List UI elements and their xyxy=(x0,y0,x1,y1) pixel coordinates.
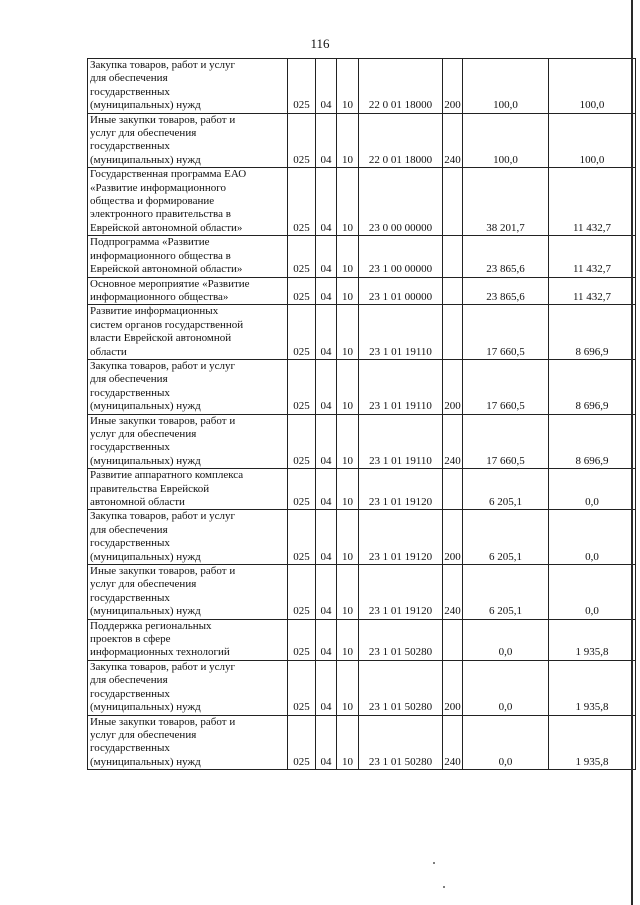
amount-second-cell: 0,0 xyxy=(549,565,636,620)
row-name-text: Закупка товаров, работ и услуг для обеспечения государственных (муниципальных) нужд xyxy=(90,59,235,112)
amount-second-cell: 0,0 xyxy=(549,469,636,510)
table-row xyxy=(88,469,636,510)
expense-type-code-cell: 200 xyxy=(443,660,463,715)
ministry-code-cell: 025 xyxy=(288,168,316,236)
target-article-code-cell: 23 1 01 50280 xyxy=(359,619,443,660)
amount-second-cell: 100,0 xyxy=(549,113,636,168)
amount-first-cell: 17 660,5 xyxy=(463,359,549,414)
amount-second-cell: 11 432,7 xyxy=(549,236,636,277)
subsection-code-cell: 10 xyxy=(337,236,359,277)
table-row xyxy=(88,236,636,277)
table-body xyxy=(88,59,636,770)
expense-type-code-cell xyxy=(443,619,463,660)
row-name-text: Иные закупки товаров, работ и услуг для обеспечения государственных (муниципальных) нужд xyxy=(90,113,236,166)
scan-speck xyxy=(433,862,435,864)
row-name-cell xyxy=(88,565,288,620)
row-name-cell xyxy=(88,619,288,660)
ministry-code-cell: 025 xyxy=(288,305,316,360)
amount-second-cell: 11 432,7 xyxy=(549,277,636,305)
table-row xyxy=(88,565,636,620)
row-name-text: Иные закупки товаров, работ и услуг для обеспечения государственных (муниципальных) нужд xyxy=(90,414,236,467)
target-article-code-cell: 23 1 01 19120 xyxy=(359,510,443,565)
table-row xyxy=(88,660,636,715)
row-name-cell xyxy=(88,715,288,770)
row-name-text: Основное мероприятие «Развитие информационного общества» xyxy=(90,277,250,303)
ministry-code-cell: 025 xyxy=(288,277,316,305)
amount-second-cell: 1 935,8 xyxy=(549,660,636,715)
amount-first-cell: 0,0 xyxy=(463,715,549,770)
row-name-cell xyxy=(88,236,288,277)
amount-first-cell: 17 660,5 xyxy=(463,305,549,360)
amount-first-cell: 23 865,6 xyxy=(463,277,549,305)
subsection-code-cell: 10 xyxy=(337,59,359,114)
row-name-text: Развитие информационных систем органов государственной власти Еврейской автономной области xyxy=(90,305,244,358)
target-article-code-cell: 22 0 01 18000 xyxy=(359,59,443,114)
section-code-cell: 04 xyxy=(316,660,337,715)
subsection-code-cell: 10 xyxy=(337,359,359,414)
amount-first-cell: 6 205,1 xyxy=(463,469,549,510)
target-article-code-cell: 23 1 01 19110 xyxy=(359,305,443,360)
table-row xyxy=(88,414,636,469)
ministry-code-cell: 025 xyxy=(288,660,316,715)
expense-type-code-cell xyxy=(443,168,463,236)
subsection-code-cell: 10 xyxy=(337,715,359,770)
target-article-code-cell: 23 0 00 00000 xyxy=(359,168,443,236)
amount-first-cell: 17 660,5 xyxy=(463,414,549,469)
table-row xyxy=(88,59,636,114)
ministry-code-cell: 025 xyxy=(288,565,316,620)
expense-type-code-cell: 240 xyxy=(443,414,463,469)
amount-first-cell: 0,0 xyxy=(463,619,549,660)
target-article-code-cell: 23 1 01 19120 xyxy=(359,565,443,620)
expense-type-code-cell xyxy=(443,469,463,510)
section-code-cell: 04 xyxy=(316,359,337,414)
section-code-cell: 04 xyxy=(316,565,337,620)
expense-type-code-cell: 240 xyxy=(443,565,463,620)
budget-table xyxy=(87,58,636,770)
table-row xyxy=(88,113,636,168)
ministry-code-cell: 025 xyxy=(288,59,316,114)
amount-second-cell: 1 935,8 xyxy=(549,619,636,660)
subsection-code-cell: 10 xyxy=(337,660,359,715)
expense-type-code-cell xyxy=(443,305,463,360)
amount-first-cell: 100,0 xyxy=(463,59,549,114)
row-name-text: Государственная программа ЕАО «Развитие информационного общества и формирование электронного правительства в Еврейской автономной области» xyxy=(90,168,247,234)
amount-second-cell: 1 935,8 xyxy=(549,715,636,770)
scan-speck xyxy=(443,886,445,888)
table-row xyxy=(88,619,636,660)
expense-type-code-cell: 200 xyxy=(443,59,463,114)
amount-first-cell: 38 201,7 xyxy=(463,168,549,236)
table-row xyxy=(88,715,636,770)
target-article-code-cell: 23 1 01 00000 xyxy=(359,277,443,305)
row-name-cell xyxy=(88,168,288,236)
target-article-code-cell: 22 0 01 18000 xyxy=(359,113,443,168)
subsection-code-cell: 10 xyxy=(337,305,359,360)
section-code-cell: 04 xyxy=(316,59,337,114)
ministry-code-cell: 025 xyxy=(288,414,316,469)
expense-type-code-cell xyxy=(443,236,463,277)
amount-second-cell: 8 696,9 xyxy=(549,305,636,360)
section-code-cell: 04 xyxy=(316,469,337,510)
section-code-cell: 04 xyxy=(316,236,337,277)
page-number: 116 xyxy=(310,36,330,51)
amount-second-cell: 8 696,9 xyxy=(549,414,636,469)
ministry-code-cell: 025 xyxy=(288,113,316,168)
table-row xyxy=(88,168,636,236)
subsection-code-cell: 10 xyxy=(337,113,359,168)
section-code-cell: 04 xyxy=(316,277,337,305)
row-name-cell xyxy=(88,113,288,168)
row-name-text: Иные закупки товаров, работ и услуг для обеспечения государственных (муниципальных) нужд xyxy=(90,715,236,768)
row-name-text: Иные закупки товаров, работ и услуг для обеспечения государственных (муниципальных) нужд xyxy=(90,565,236,618)
amount-second-cell: 0,0 xyxy=(549,510,636,565)
expense-type-code-cell: 240 xyxy=(443,715,463,770)
ministry-code-cell: 025 xyxy=(288,510,316,565)
target-article-code-cell: 23 1 01 19110 xyxy=(359,414,443,469)
amount-first-cell: 6 205,1 xyxy=(463,510,549,565)
section-code-cell: 04 xyxy=(316,510,337,565)
row-name-text: Развитие аппаратного комплекса правительства Еврейской автономной области xyxy=(90,469,244,508)
subsection-code-cell: 10 xyxy=(337,510,359,565)
expense-type-code-cell xyxy=(443,277,463,305)
section-code-cell: 04 xyxy=(316,619,337,660)
target-article-code-cell: 23 1 01 19110 xyxy=(359,359,443,414)
amount-second-cell: 11 432,7 xyxy=(549,168,636,236)
subsection-code-cell: 10 xyxy=(337,565,359,620)
target-article-code-cell: 23 1 00 00000 xyxy=(359,236,443,277)
section-code-cell: 04 xyxy=(316,168,337,236)
row-name-cell xyxy=(88,510,288,565)
subsection-code-cell: 10 xyxy=(337,619,359,660)
ministry-code-cell: 025 xyxy=(288,619,316,660)
ministry-code-cell: 025 xyxy=(288,236,316,277)
subsection-code-cell: 10 xyxy=(337,469,359,510)
subsection-code-cell: 10 xyxy=(337,168,359,236)
amount-second-cell: 8 696,9 xyxy=(549,359,636,414)
row-name-cell xyxy=(88,59,288,114)
target-article-code-cell: 23 1 01 19120 xyxy=(359,469,443,510)
amount-second-cell: 100,0 xyxy=(549,59,636,114)
row-name-cell xyxy=(88,414,288,469)
row-name-cell xyxy=(88,660,288,715)
table-row xyxy=(88,510,636,565)
row-name-text: Подпрограмма «Развитие информационного общества в Еврейской автономной области» xyxy=(90,236,243,276)
expense-type-code-cell: 240 xyxy=(443,113,463,168)
target-article-code-cell: 23 1 01 50280 xyxy=(359,715,443,770)
table-row xyxy=(88,277,636,305)
table-row xyxy=(88,305,636,360)
row-name-cell xyxy=(88,277,288,305)
row-name-cell xyxy=(88,305,288,360)
row-name-text: Закупка товаров, работ и услуг для обеспечения государственных (муниципальных) нужд xyxy=(90,510,235,563)
table-row xyxy=(88,359,636,414)
amount-first-cell: 0,0 xyxy=(463,660,549,715)
amount-first-cell: 100,0 xyxy=(463,113,549,168)
section-code-cell: 04 xyxy=(316,113,337,168)
section-code-cell: 04 xyxy=(316,715,337,770)
scan-edge-line xyxy=(631,0,633,905)
expense-type-code-cell: 200 xyxy=(443,359,463,414)
row-name-text: Закупка товаров, работ и услуг для обеспечения государственных (муниципальных) нужд xyxy=(90,660,235,714)
target-article-code-cell: 23 1 01 50280 xyxy=(359,660,443,715)
amount-first-cell: 23 865,6 xyxy=(463,236,549,277)
ministry-code-cell: 025 xyxy=(288,359,316,414)
row-name-cell xyxy=(88,469,288,510)
subsection-code-cell: 10 xyxy=(337,414,359,469)
section-code-cell: 04 xyxy=(316,414,337,469)
expense-type-code-cell: 200 xyxy=(443,510,463,565)
row-name-text: Закупка товаров, работ и услуг для обеспечения государственных (муниципальных) нужд xyxy=(90,359,235,413)
amount-first-cell: 6 205,1 xyxy=(463,565,549,620)
ministry-code-cell: 025 xyxy=(288,469,316,510)
ministry-code-cell: 025 xyxy=(288,715,316,770)
subsection-code-cell: 10 xyxy=(337,277,359,305)
row-name-cell xyxy=(88,359,288,414)
section-code-cell: 04 xyxy=(316,305,337,360)
row-name-text: Поддержка региональных проектов в сфере информационных технологий xyxy=(90,619,230,659)
